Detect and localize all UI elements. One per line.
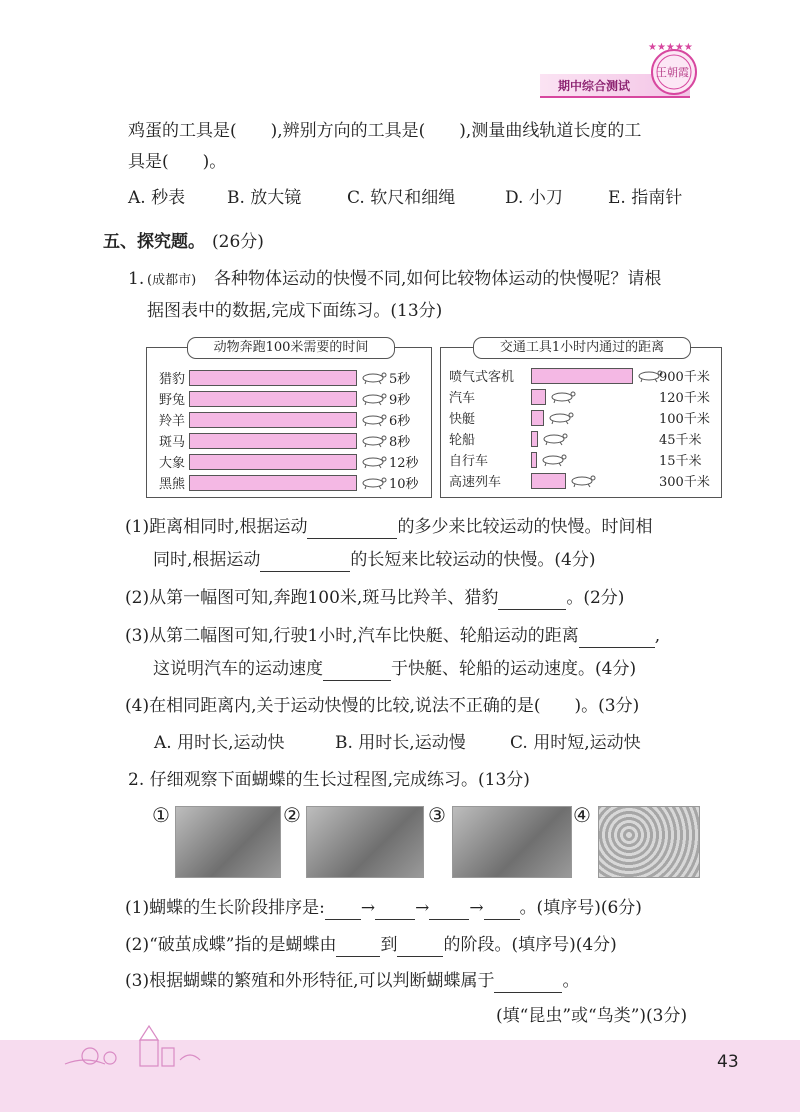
chart-value-label: 9秒 — [389, 393, 411, 408]
q1-sub4: (4)在相同距离内,关于运动快慢的比较,说法不正确的是( )。(3分) — [125, 696, 640, 716]
chart-category-label: 斑马 — [159, 435, 186, 450]
car-icon — [548, 388, 578, 404]
q2-text: 2. 仔细观察下面蝴蝶的生长过程图,完成练习。(13分) — [128, 770, 530, 790]
chart-icon-wrap — [359, 453, 389, 469]
q1-number: 1. — [128, 269, 145, 289]
chart-bar — [189, 412, 357, 428]
rabbit-icon — [359, 390, 389, 406]
chart-category-label: 羚羊 — [159, 414, 186, 429]
q1-sub3-line1 — [125, 624, 660, 648]
q1-sub3-b: , — [654, 626, 661, 646]
section-score: (26分) — [212, 232, 264, 252]
chart-value-label: 6秒 — [389, 414, 411, 429]
chart-bar — [189, 454, 357, 470]
q1-sub1-line1 — [125, 515, 652, 539]
bear-icon — [359, 474, 389, 490]
chart-bar — [189, 370, 357, 386]
eggs-photo — [598, 806, 700, 878]
q1-sub1-d: 的长短来比较运动的快慢。(4分) — [350, 550, 596, 570]
photo-label-4: ④ — [573, 803, 591, 827]
q1-sub1-b: 的多少来比较运动的快慢。时间相 — [397, 517, 653, 537]
blank-12[interactable] — [494, 974, 562, 993]
photo-label-3: ③ — [428, 803, 446, 827]
chart-value-label: 120千米 — [659, 391, 710, 406]
chart-value-label: 100千米 — [659, 412, 710, 427]
chart-category-label: 高速列车 — [449, 475, 502, 490]
chart-icon-wrap — [546, 409, 576, 425]
q1-sub1-c: 同时,根据运动 — [153, 550, 261, 570]
section-title: 五、探究题。 — [103, 232, 205, 252]
chart-icon-wrap — [568, 472, 598, 488]
q2-sub2-b: 到 — [380, 935, 398, 955]
q1-sub1-line2 — [153, 548, 596, 572]
chart-bar — [531, 473, 566, 489]
chart-icon-wrap — [540, 430, 570, 446]
chart-category-label: 喷气式客机 — [449, 370, 515, 385]
q2-sub1 — [125, 896, 642, 920]
chart-icon-wrap — [359, 411, 389, 427]
q1-sub3-a: (3)从第二幅图可知,行驶1小时,汽车比快艇、轮船运动的距离 — [125, 626, 579, 646]
page-number: 43 — [717, 1052, 739, 1072]
caterpillar-photo — [175, 806, 281, 878]
q-top-line2: 具是( )。 — [128, 152, 227, 172]
blank-7[interactable] — [375, 901, 415, 920]
q1-sub3-c: 这说明汽车的运动速度 — [153, 659, 323, 679]
chart-category-label: 汽车 — [449, 391, 476, 406]
q1-sub2 — [125, 586, 624, 610]
blank-9[interactable] — [484, 901, 520, 920]
chart-category-label: 黑熊 — [159, 477, 186, 492]
arrow-3: → — [469, 898, 484, 918]
arrow-1: → — [360, 898, 376, 918]
q2-sub3-a: (3)根据蝴蝶的繁殖和外形特征,可以判断蝴蝶属于 — [125, 971, 495, 991]
chart-value-label: 8秒 — [389, 435, 411, 450]
q1-text2: 据图表中的数据,完成下面练习。(13分) — [147, 301, 443, 321]
antelope-icon — [359, 411, 389, 427]
cheetah-icon — [359, 369, 389, 385]
chart-bar — [189, 433, 357, 449]
chart-value-label: 12秒 — [389, 456, 419, 471]
chart-icon-wrap — [539, 451, 569, 467]
chart-category-label: 野兔 — [159, 393, 186, 408]
blank-6[interactable] — [325, 901, 361, 920]
blank-5[interactable] — [323, 662, 391, 681]
zebra-icon — [359, 432, 389, 448]
chart-icon-wrap — [548, 388, 578, 404]
chart-icon-wrap — [359, 369, 389, 385]
elephant-icon — [359, 453, 389, 469]
chart-value-label: 15千米 — [659, 454, 702, 469]
q1-sub3-d: 于快艇、轮船的运动速度。(4分) — [391, 659, 637, 679]
q2-sub2-a: (2)“破茧成蝶”指的是蝴蝶由 — [125, 935, 337, 955]
blank-2[interactable] — [260, 553, 350, 572]
q2-sub1-a: (1)蝴蝶的生长阶段排序是: — [125, 898, 325, 918]
bicycle-icon — [539, 451, 569, 467]
chart-value-label: 45千米 — [659, 433, 702, 448]
q2-hint: (填“昆虫”或“鸟类”)(3分) — [496, 1006, 688, 1026]
chart-vehicles-title: 交通工具1小时内通过的距离 — [473, 337, 691, 359]
q-top-option-c: C. 软尺和细绳 — [347, 188, 456, 208]
q-top-line1: 鸡蛋的工具是( ),辨别方向的工具是( ),测量曲线轨道长度的工 — [128, 121, 642, 141]
section-header-label: 期中综合测试 — [558, 79, 631, 93]
q1-sub1-a: (1)距离相同时,根据运动 — [125, 517, 308, 537]
chart-icon-wrap — [359, 432, 389, 448]
chart-category-label: 快艇 — [449, 412, 476, 427]
train-icon — [568, 472, 598, 488]
chart-bar — [189, 391, 357, 407]
castle-decoration-icon — [60, 1020, 260, 1070]
q1-sub4-option-a: A. 用时长,运动快 — [154, 733, 285, 753]
chart-category-label: 猎豹 — [159, 372, 186, 387]
chart-category-label: 自行车 — [449, 454, 489, 469]
photo-label-1: ① — [152, 803, 170, 827]
chart-bar — [531, 410, 544, 426]
q1-text1: 各种物体运动的快慢不同,如何比较物体运动的快慢呢？请根 — [214, 269, 662, 289]
q-top-option-a: A. 秒表 — [128, 188, 186, 208]
blank-1[interactable] — [307, 520, 397, 539]
speedboat-icon — [546, 409, 576, 425]
badge-text: 王朝霞 — [656, 66, 689, 79]
butterfly-photo — [452, 806, 572, 878]
q2-sub2-c: 的阶段。(填序号)(4分) — [443, 935, 617, 955]
arrow-2: → — [415, 898, 430, 918]
q1-sub3-line2 — [153, 657, 636, 681]
photo-label-2: ② — [283, 803, 301, 827]
chart-category-label: 轮船 — [449, 433, 476, 448]
blank-8[interactable] — [429, 901, 469, 920]
chart-value-label: 900千米 — [659, 370, 710, 385]
chart-bar — [531, 368, 633, 384]
chart-bar — [189, 475, 357, 491]
pupa-photo — [306, 806, 424, 878]
q1-sub4-option-b: B. 用时长,运动慢 — [335, 733, 466, 753]
chart-category-label: 大象 — [159, 456, 186, 471]
q-top-option-e: E. 指南针 — [608, 188, 683, 208]
q1-sub2-b: 。(2分) — [566, 588, 625, 608]
brand-badge — [640, 38, 708, 98]
chart-bar — [531, 389, 546, 405]
chart-value-label: 300千米 — [659, 475, 710, 490]
chart-value-label: 10秒 — [389, 477, 419, 492]
blank-11[interactable] — [397, 938, 443, 957]
q2-sub2 — [125, 933, 617, 957]
ship-icon — [540, 430, 570, 446]
chart-bar — [531, 452, 537, 468]
chart-value-label: 5秒 — [389, 372, 411, 387]
q-top-option-d: D. 小刀 — [505, 188, 563, 208]
svg-text:★★★★★: ★★★★★ — [648, 42, 693, 53]
chart-bar — [531, 431, 538, 447]
chart-vehicles — [440, 340, 722, 498]
q-top-option-b: B. 放大镜 — [227, 188, 302, 208]
blank-10[interactable] — [336, 938, 380, 957]
q2-sub3-b: 。 — [562, 971, 580, 991]
blank-4[interactable] — [579, 629, 655, 648]
q2-sub1-b: 。(填序号)(6分) — [519, 898, 642, 918]
chart-icon-wrap — [359, 390, 389, 406]
chart-animals-title: 动物奔跑100米需要的时间 — [187, 337, 395, 359]
q1-sub4-option-c: C. 用时短,运动快 — [510, 733, 641, 753]
blank-3[interactable] — [498, 591, 566, 610]
q1-source: (成都市) — [147, 273, 197, 288]
q1-sub2-a: (2)从第一幅图可知,奔跑100米,斑马比羚羊、猎豹 — [125, 588, 499, 608]
q2-sub3 — [125, 969, 579, 993]
chart-animals — [146, 340, 432, 498]
chart-icon-wrap — [359, 474, 389, 490]
